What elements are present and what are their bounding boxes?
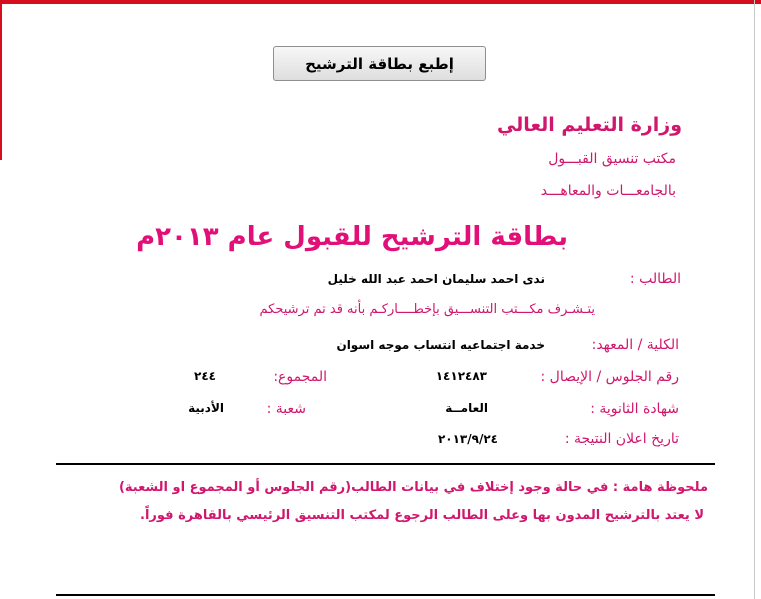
student-label: الطالب : [629,271,681,287]
print-card-button[interactable]: إطبع بطاقة الترشيح [273,46,486,81]
notice-line-1: ملحوظة هامة : في حالة وجود إختلاف في بيانات الطالب(رقم الجلوس أو المجموع او الشعبة) [118,480,708,495]
division-label: شعبة : [266,401,306,417]
honor-notice: يتـشـرف مكـــتب التنســـيق بإخطــــاركـم بأنه قد تم ترشيحكم [259,302,595,317]
ministry-heading: وزارة التعليم العالي [496,114,682,136]
card-title: بطاقة الترشيح للقبول عام ٢٠١٣م [136,222,568,252]
faculty-label: الكلية / المعهد: [591,337,679,353]
student-name: ندى احمد سليمان احمد عبد الله خليل [327,272,545,286]
seat-number-value: ١٤١٢٤٨٣ [435,369,487,383]
result-date-label: تاريخ اعلان النتيجة : [564,431,679,447]
universities-subheading: بالجامعـــات والمعاهـــد [540,183,676,199]
certificate-label: شهادة الثانوية : [590,401,679,417]
division-value: الأدبية [188,401,224,415]
certificate-value: العامــة [445,401,488,415]
divider-top [56,463,715,465]
total-label: المجموع: [273,369,327,385]
faculty-value: خدمة اجتماعيه انتساب موجه اسوان [336,338,545,352]
total-value: ٢٤٤ [194,369,216,383]
right-border [754,0,755,599]
left-border [0,0,2,160]
seat-number-label: رقم الجلوس / الإيصال : [540,369,679,385]
office-subheading: مكتب تنسيق القبـــول [548,151,676,167]
result-date-value: ٢٠١٣/٩/٢٤ [437,432,498,446]
divider-bottom [56,594,715,596]
notice-line-2: لا يعتد بالترشيح المدون بها وعلى الطالب الرجوع لمكتب التنسيق الرئيسي بالقاهرة فوراً. [140,508,704,523]
top-border [0,0,761,4]
